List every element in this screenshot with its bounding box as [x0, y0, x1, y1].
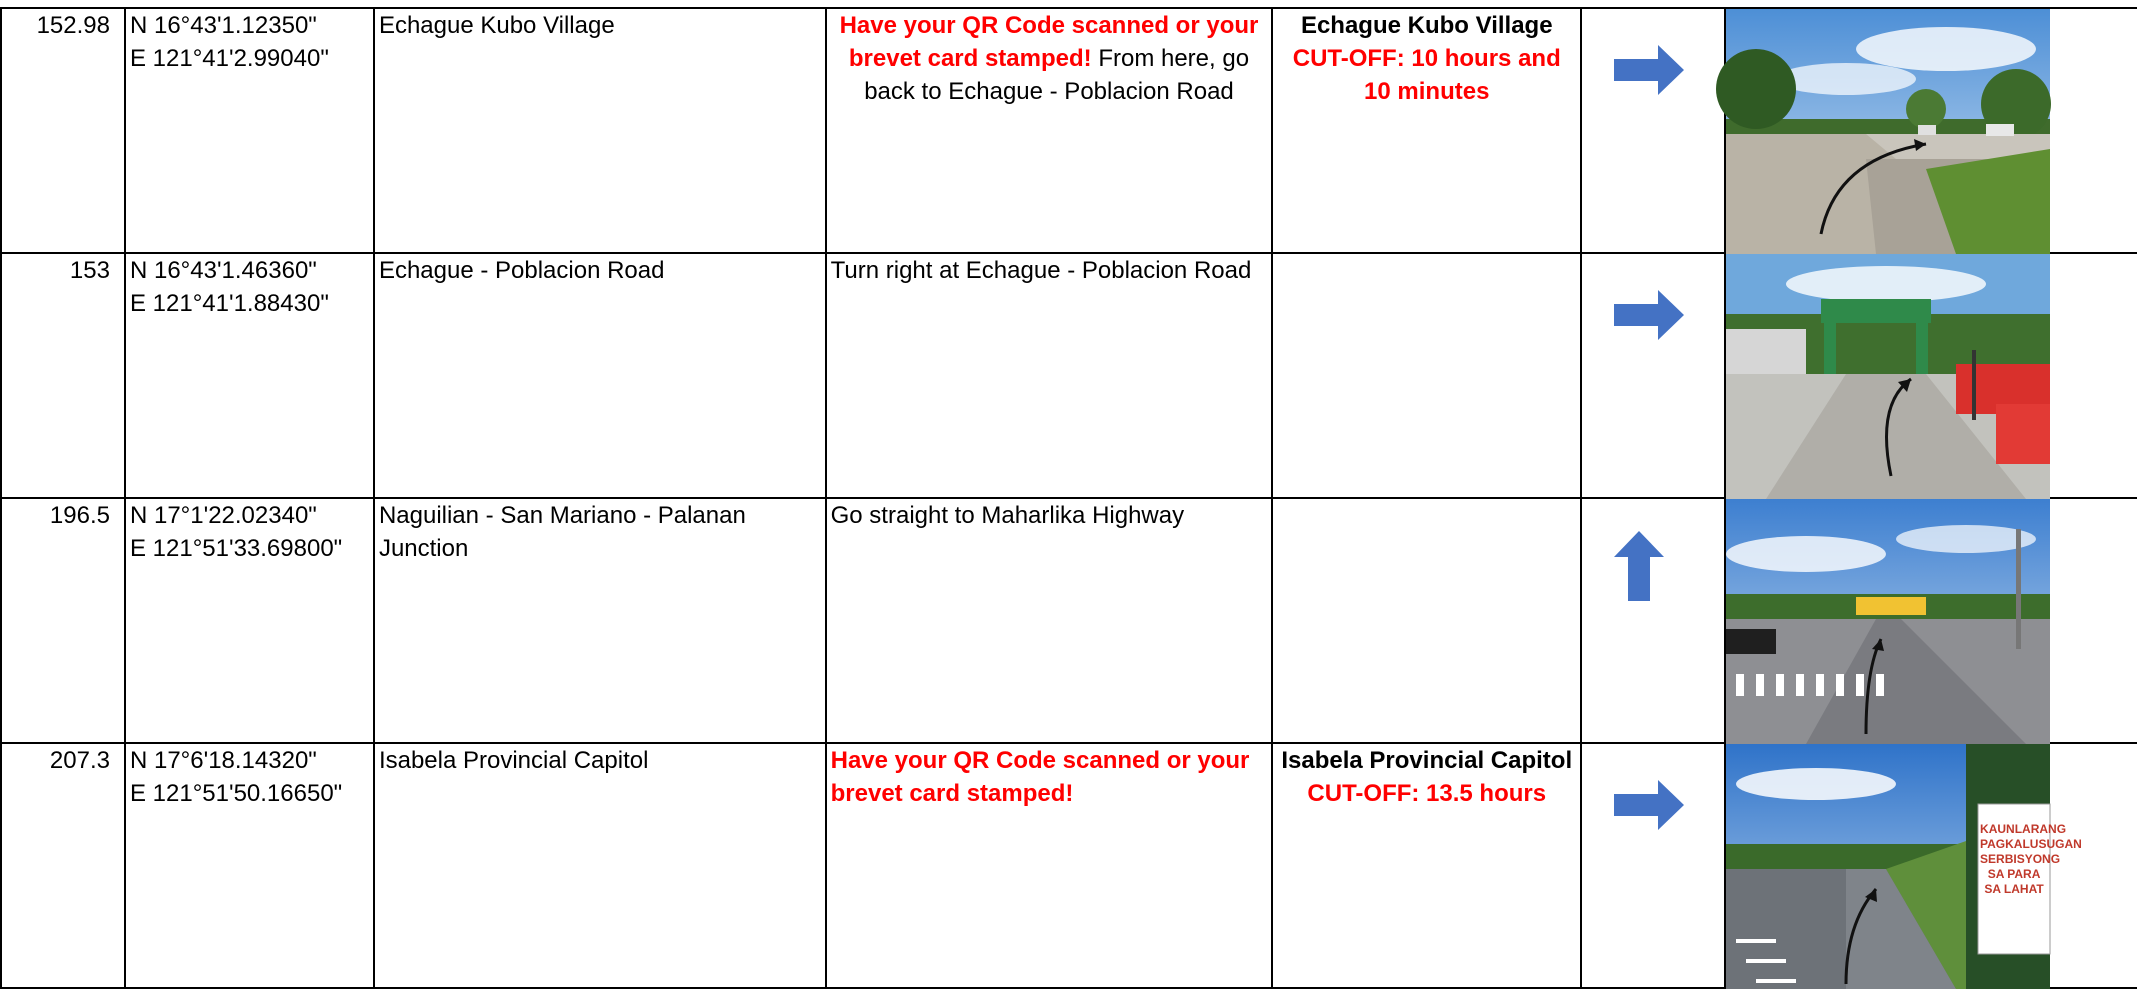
distance-cell	[1, 8, 125, 253]
distance-km: 152.98	[36, 12, 110, 39]
latitude: N 17°1'22.02340"	[129, 502, 317, 529]
instruction-text: Turn right at Echague - Poblacion Road	[830, 257, 1252, 284]
arrow-right-icon	[1614, 45, 1686, 117]
distance-km: 207.3	[49, 747, 110, 774]
instruction-highlight: Have your QR Code scanned or your brevet card stamped!	[830, 747, 1250, 807]
longitude: E 121°51'50.16650"	[129, 780, 343, 807]
longitude: E 121°41'2.99040"	[129, 45, 329, 72]
latitude: N 16°43'1.12350"	[129, 12, 317, 39]
instruction-text: From here, go back to Echague - Poblacion Road	[864, 45, 1250, 105]
cutoff-time: CUT-OFF: 13.5 hours	[1307, 780, 1547, 807]
blank-cell	[2051, 253, 2137, 498]
checkpoint-cell	[1272, 253, 1581, 498]
instruction-cell	[826, 8, 1273, 253]
direction-cell	[1581, 253, 1725, 498]
blank-cell	[2051, 8, 2137, 253]
distance-cell	[1, 743, 125, 988]
photo-cell	[1725, 743, 2082, 988]
table-row	[1, 8, 2137, 253]
place-cell	[374, 253, 826, 498]
place-name: Echague - Poblacion Road	[378, 257, 665, 284]
capitol-banner-text: KAUNLARANG PAGKALUSUGAN SERBISYONG SA PARA SA LAHAT	[1980, 822, 2082, 896]
photo-cell	[1725, 253, 2051, 498]
latitude: N 17°6'18.14320"	[129, 747, 317, 774]
instruction-cell	[826, 253, 1273, 498]
cutoff-time: CUT-OFF: 10 hours and 10 minutes	[1292, 45, 1561, 105]
road-photo	[1726, 254, 2050, 495]
distance-cell	[1, 498, 125, 743]
direction-cell	[1581, 743, 1725, 988]
checkpoint-name: Isabela Provincial Capitol	[1281, 747, 1573, 774]
checkpoint-cell	[1272, 8, 1581, 253]
distance-km: 196.5	[49, 502, 110, 529]
photo-cell	[1725, 8, 2051, 253]
arrow-right-icon	[1614, 290, 1686, 362]
longitude: E 121°51'33.69800"	[129, 535, 343, 562]
table-row	[1, 743, 2137, 988]
table-row	[1, 253, 2137, 498]
checkpoint-cell	[1272, 498, 1581, 743]
distance-km: 153	[69, 257, 110, 284]
coordinates-cell	[125, 253, 374, 498]
blank-cell	[2051, 743, 2137, 988]
direction-cell	[1581, 8, 1725, 253]
place-name: Isabela Provincial Capitol	[378, 747, 649, 774]
road-photo	[1726, 499, 2050, 740]
coordinates-cell	[125, 498, 374, 743]
road-photo	[1726, 744, 2082, 985]
latitude: N 16°43'1.46360"	[129, 257, 317, 284]
place-cell	[374, 498, 826, 743]
direction-cell	[1581, 498, 1725, 743]
distance-cell	[1, 253, 125, 498]
instruction-text: Go straight to Maharlika Highway	[830, 502, 1185, 529]
place-name: Echague Kubo Village	[378, 12, 615, 39]
checkpoint-cell	[1272, 743, 1581, 988]
longitude: E 121°41'1.88430"	[129, 290, 329, 317]
coordinates-cell	[125, 8, 374, 253]
blank-cell	[2051, 498, 2137, 743]
table-row	[1, 498, 2137, 743]
checkpoint-name: Echague Kubo Village	[1300, 12, 1553, 39]
arrow-up-icon	[1614, 531, 1686, 603]
photo-cell	[1725, 498, 2051, 743]
instruction-highlight: Have your QR Code scanned or your brevet card stamped!	[839, 12, 1259, 72]
arrow-right-icon	[1614, 780, 1686, 852]
place-cell	[374, 743, 826, 988]
place-cell	[374, 8, 826, 253]
route-table	[0, 7, 2137, 989]
instruction-cell	[826, 743, 1273, 988]
coordinates-cell	[125, 743, 374, 988]
road-photo	[1726, 9, 2050, 250]
place-name: Naguilian - San Mariano - Palanan Junction	[378, 502, 746, 562]
instruction-cell	[826, 498, 1273, 743]
